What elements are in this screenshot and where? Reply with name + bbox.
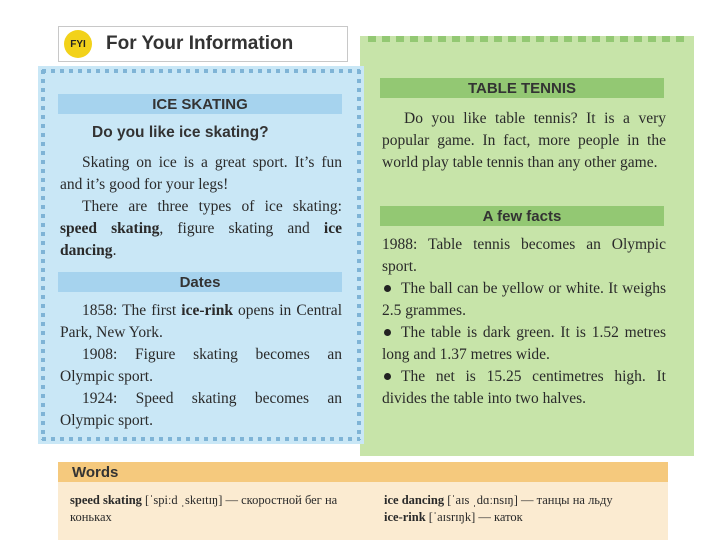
dotted-border-bottom	[42, 437, 360, 441]
table-tennis-intro-text: Do you like table tennis? It is a very popular game. In fact, more people in the world play table tennis than any other game.	[382, 110, 666, 171]
ice-skating-question: Do you like ice skating?	[92, 124, 269, 141]
word-ice-rink: ice-rink [ˈaɪsrɪŋk] — каток	[384, 510, 523, 524]
dates-heading: Dates	[58, 272, 342, 292]
date-1858: 1858: The first ice-rink opens in Central Park, New York.	[60, 302, 342, 341]
fyi-title: For Your Information	[106, 33, 294, 54]
words-panel	[58, 462, 668, 540]
table-tennis-intro	[382, 108, 666, 174]
dotted-border-right	[357, 70, 361, 440]
ice-skating-heading: ICE SKATING	[58, 94, 342, 114]
date-1908: 1908: Figure skating becomes an Olympic sport.	[60, 346, 342, 385]
fact-net: The net is 15.25 centimetres high. It divides the table into two halves.	[382, 368, 666, 407]
fact-olympic: 1988: Table tennis becomes an Olympic sport.	[382, 236, 666, 275]
dotted-border-left	[41, 70, 45, 440]
word-speed-skating: speed skating [ˈspiːd ˌskeɪtɪŋ] — скоростной бег на коньках	[70, 493, 338, 524]
bullet-icon	[384, 329, 391, 336]
bullet-icon	[384, 373, 391, 380]
ice-skating-p2: There are three types of ice skating: speed skating, figure skating and ice dancing.	[60, 198, 342, 259]
table-tennis-heading: TABLE TENNIS	[380, 78, 664, 98]
fyi-badge-icon: FYI	[64, 30, 92, 58]
word-ice-dancing: ice dancing [ˈaɪs ˌdɑːnsɪŋ] — танцы на льду	[384, 493, 613, 507]
bullet-icon	[384, 285, 391, 292]
date-1924: 1924: Speed skating becomes an Olympic sport.	[60, 390, 342, 429]
words-heading: Words	[58, 462, 668, 482]
ice-skating-text	[60, 152, 342, 262]
fyi-header	[58, 26, 348, 62]
facts-list	[382, 234, 666, 410]
facts-heading: A few facts	[380, 206, 664, 226]
dotted-border-top	[42, 69, 360, 73]
green-dash-border	[368, 36, 686, 42]
dates-text	[60, 300, 342, 432]
fact-ball: The ball can be yellow or white. It weighs 2.5 grammes.	[382, 280, 666, 319]
fact-table: The table is dark green. It is 1.52 metres long and 1.37 metres wide.	[382, 324, 666, 363]
ice-skating-p1: Skating on ice is a great sport. It’s fun and it’s good for your legs!	[60, 154, 342, 193]
